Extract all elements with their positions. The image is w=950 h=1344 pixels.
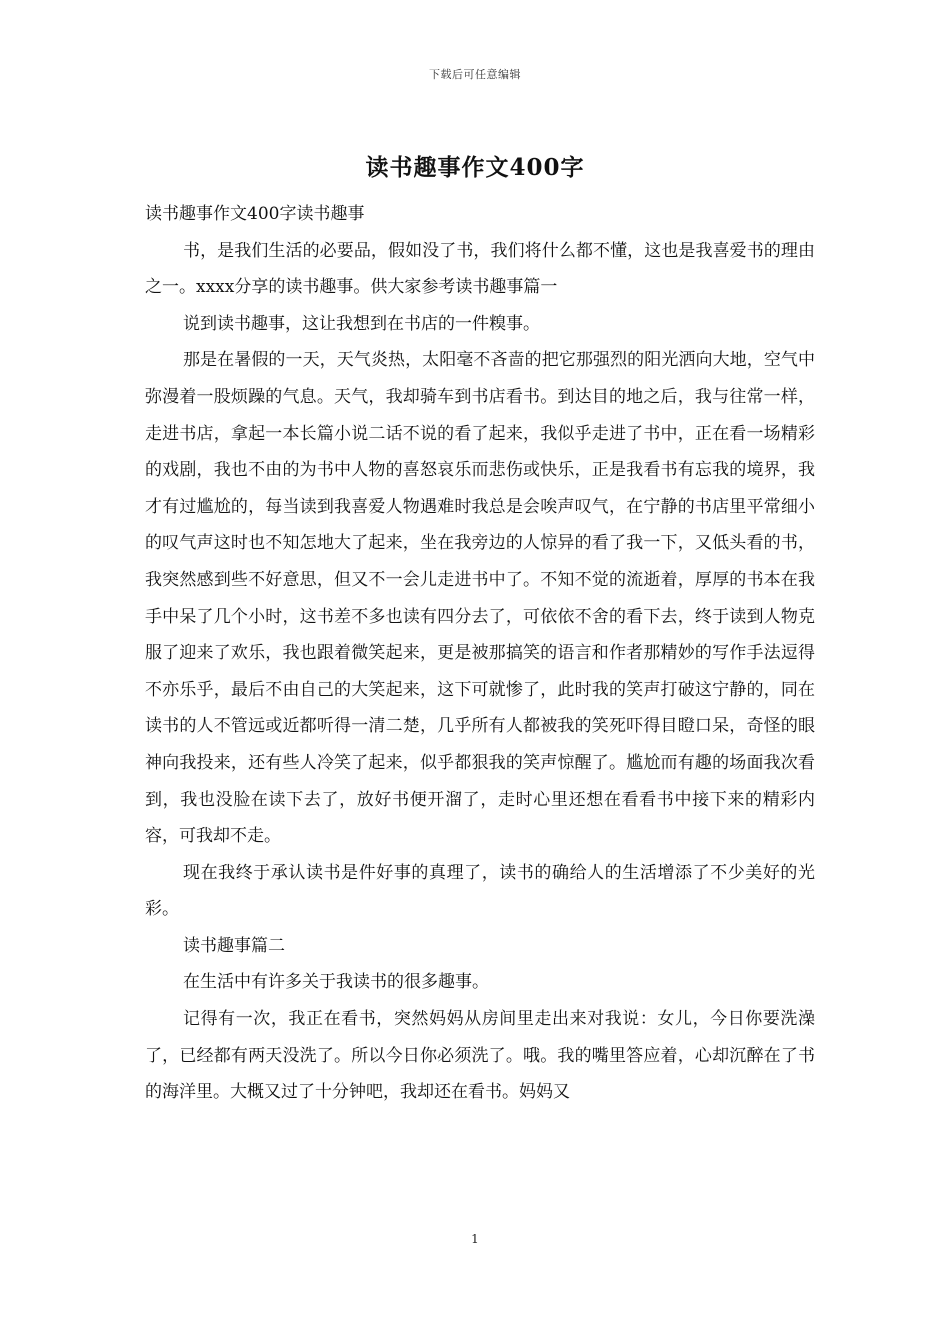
body-paragraph: 在生活中有许多关于我读书的很多趣事。 bbox=[183, 972, 489, 993]
page-header-note: 下载后可任意编辑 bbox=[429, 68, 521, 81]
body-paragraph: 记得有一次，我正在看书，突然妈妈从房间里走出来对我说：女儿，今日你要洗澡了，已经都有两天没洗了。所以今日你必须洗了。哦。我的嘴里答应着，心却沉醉在了书的海洋里。大概又过了十分钟吧，我却还在看书。妈妈又 bbox=[145, 1009, 815, 1103]
document-body bbox=[145, 196, 815, 1111]
body-paragraph: 说到读书趣事，这让我想到在书店的一件糗事。 bbox=[183, 313, 540, 334]
body-paragraph: 书，是我们生活的必要品，假如没了书，我们将什么都不懂，这也是我喜爱书的理由之一。xxxx分享的读书趣事。供大家参考读书趣事篇一 bbox=[145, 240, 815, 298]
subtitle-paragraph: 读书趣事作文400字读书趣事 bbox=[145, 204, 365, 224]
body-paragraph: 那是在暑假的一天，天气炎热，太阳毫不吝啬的把它那强烈的阳光洒向大地，空气中弥漫着一股烦躁的气息。天气，我却骑车到书店看书。到达目的地之后，我与往常一样，走进书店，拿起一本长篇小说二话不说的看了起来，我似乎走进了书中，正在看一场精彩的戏剧，我也不由的为书中人物的喜怒哀乐而悲伤或快乐，正是我看书有忘我的境界，我才有过尴尬的，每当读到我喜爱人物遇难时我总是会唉声叹气，在宁静的书店里平常细小的叹气声这时也不知怎地大了起来，坐在我旁边的人惊异的看了我一下，又低头看的书，我突然感到些不好意思，但又不一会儿走进书中了。不知不觉的流逝着，厚厚的书本在我手中呆了几个小时，这书差不多也读有四分去了，可依依不舍的看下去，终于读到人物克服了迎来了欢乐，我也跟着微笑起来，更是被那搞笑的语言和作者那精妙的写作手法逗得不亦乐乎，最后不由自己的大笑起来，这下可就惨了，此时我的笑声打破这宁静的，同在读书的人不管远或近都听得一清二楚，几乎所有人都被我的笑死吓得目瞪口呆，奇怪的眼神向我投来，还有些人冷笑了起来，似乎都狠我的笑声惊醒了。尴尬而有趣的场面我次看到，我也没脸在读下去了，放好书便开溜了，走时心里还想在看看书中接下来的精彩内容，可我却不走。 bbox=[145, 350, 815, 847]
page-number: 1 bbox=[471, 1232, 479, 1246]
body-paragraph: 现在我终于承认读书是件好事的真理了，读书的确给人的生活增添了不少美好的光彩。 bbox=[145, 862, 815, 920]
section-heading: 读书趣事篇二 bbox=[183, 935, 285, 956]
document-title: 读书趣事作文400字 bbox=[365, 154, 585, 181]
